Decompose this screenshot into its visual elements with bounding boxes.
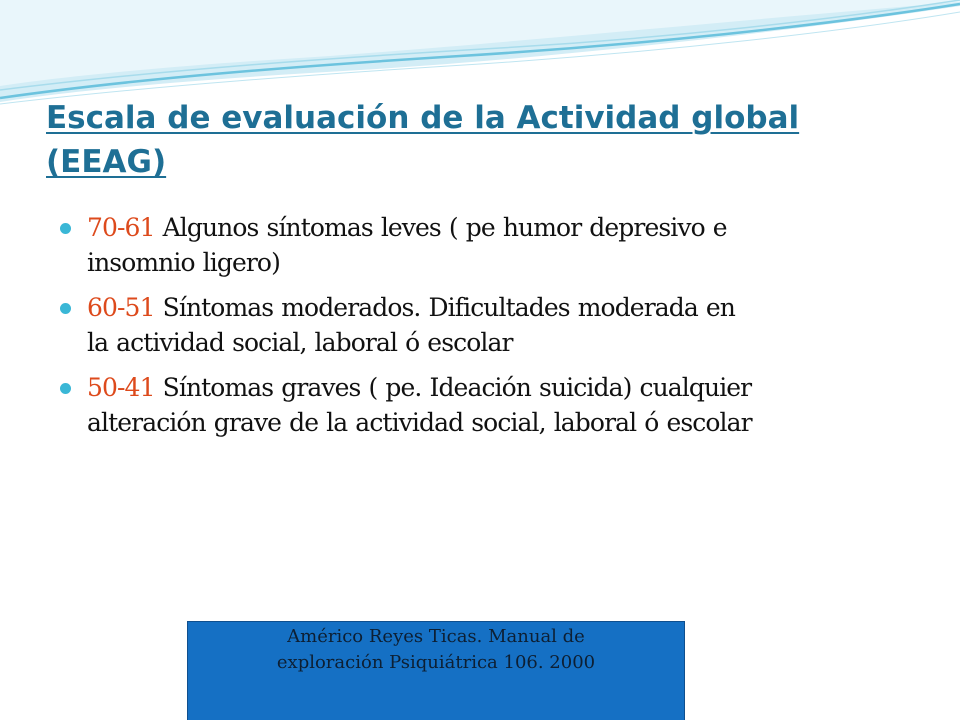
bullet-text-line-2: alteración grave de la actividad social, laboral ó escolar	[87, 408, 752, 437]
score-range: 50-41	[87, 373, 155, 402]
bullet-dot-icon	[60, 223, 71, 234]
slide-title-line-1: Escala de evaluación de la Actividad global	[46, 100, 800, 136]
bullet-item-50-41	[60, 370, 920, 440]
bullet-text-line-2: la actividad social, laboral ó escolar	[87, 328, 513, 357]
bullet-dot-icon	[60, 303, 71, 314]
bullet-text-line-1: Síntomas graves ( pe. Ideación suicida) cualquier	[162, 373, 752, 402]
score-range: 60-51	[87, 293, 155, 322]
decorative-wave-header	[0, 0, 960, 110]
bullet-text-line-1: Algunos síntomas leves ( pe humor depresivo e	[162, 213, 727, 242]
citation-line-2: exploración Psiquiátrica 106. 2000	[276, 652, 596, 673]
score-range: 70-61	[87, 213, 155, 242]
bullet-dot-icon	[60, 383, 71, 394]
slide-title-line-2: (EEAG)	[46, 144, 167, 180]
bullet-item-60-51	[60, 290, 920, 360]
bullet-item-70-61	[60, 210, 920, 280]
citation-box	[187, 621, 685, 720]
bullet-list	[60, 210, 920, 450]
bullet-text-line-1: Síntomas moderados. Dificultades moderada en	[162, 293, 735, 322]
bullet-text-line-2: insomnio ligero)	[87, 248, 280, 277]
citation-line-1: Américo Reyes Ticas. Manual de	[287, 626, 585, 647]
slide-title	[46, 96, 906, 184]
